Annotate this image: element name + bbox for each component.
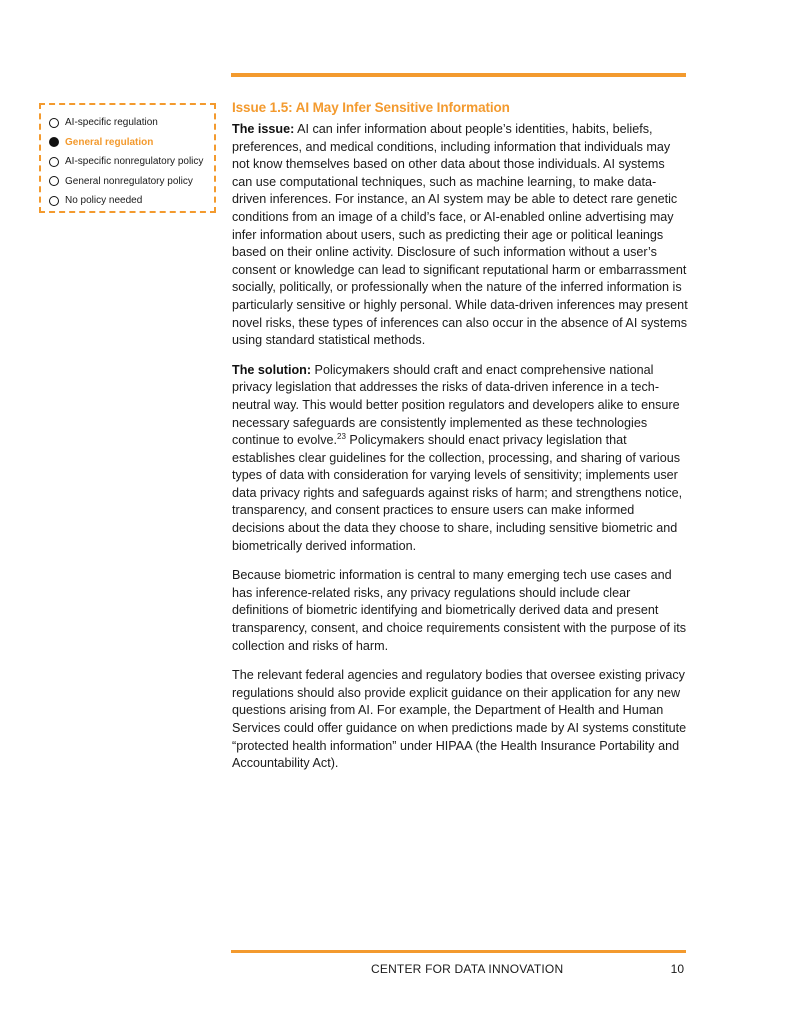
issue-title: Issue 1.5: AI May Infer Sensitive Information (232, 100, 510, 115)
policy-option-no-policy (49, 191, 214, 211)
solution-text-b: Policymakers should enact privacy legislation that establishes clear guidelines for the collection, processing, and sharing of various types of data with consideration for varying levels of sensitivity; implements user data privacy rights and safeguards against risks of harm; and strengthens notice, transparency, and consent practices to ensure users can make informed decisions about the data they choose to share, including sensitive biometric and biometrically derived information. (232, 433, 683, 553)
policy-option-label: General regulation (65, 136, 154, 148)
biometric-paragraph: Because biometric information is central to many emerging tech use cases and has inference-related risks, any privacy regulations should include clear definitions of biometric identifying and biometrically derived data and present transparency, consent, and choice requirements consistent with the purpose of its collection and risks of harm. (232, 568, 687, 653)
policy-option-label: AI-specific nonregulatory policy (65, 156, 204, 168)
radio-empty-icon (49, 176, 59, 186)
radio-empty-icon (49, 157, 59, 167)
policy-option-label: No policy needed (65, 195, 143, 207)
solution-paragraph (232, 362, 688, 556)
radio-empty-icon (49, 196, 59, 206)
main-content (232, 100, 688, 785)
issue-text: AI can infer information about people’s identities, habits, beliefs, preferences, and medical conditions, including information that individuals may not know themselves based on other data about those individuals. AI systems can use computational techniques, such as machine learning, to make data-driven inferences. For instance, an AI system may be able to detect rare genetic conditions from an image of a child’s face, or AI-enabled online advertising may infer information about users, such as predicting their age or political leanings based on their online activity. Disclosure of such information without a user’s consent or knowledge can lead to significant reputational harm or embarrassment socially, politically, or professionally when the nature of the inferred information is particularly sensitive or highly personal. While data-driven inferences may present novel risks, these types of inferences can also occur in the absence of AI systems using standard statistical methods. (232, 122, 688, 348)
issue-paragraph (232, 121, 688, 350)
policy-option-general-regulation (49, 133, 214, 153)
agencies-paragraph: The relevant federal agencies and regulatory bodies that oversee existing privacy regulations should also provide explicit guidance on their application for any new questions arising from AI. For example, the Department of Health and Human Services could offer guidance on when predictions made by AI systems constitute “protected health information” under HIPAA (the Health Insurance Portability and Accountability Act). (232, 668, 687, 771)
policy-option-ai-specific-regulation (49, 113, 214, 133)
policy-options-box (39, 103, 216, 213)
radio-empty-icon (49, 118, 59, 128)
policy-option-general-nonregulatory (49, 172, 214, 192)
radio-filled-icon (49, 137, 59, 147)
policy-option-label: AI-specific regulation (65, 117, 158, 129)
footnote-ref: 23 (337, 431, 346, 441)
footer-organization: CENTER FOR DATA INNOVATION (371, 962, 564, 976)
policy-option-label: General nonregulatory policy (65, 175, 193, 187)
solution-lead: The solution: (232, 362, 312, 377)
issue-lead: The issue: (232, 122, 295, 136)
solution-text-a: Policymakers should craft and enact comprehensive national privacy legislation that addresses the risks of data-driven inference in a tech-neutral way. This would better position regulators and developers alike to ensure necessary safeguards are consistently implemented as these technologies continue to evolve. (232, 362, 680, 448)
header-rule (231, 73, 686, 77)
page-number: 10 (670, 962, 684, 976)
footer-rule (231, 950, 686, 953)
policy-option-ai-specific-nonregulatory (49, 152, 214, 172)
